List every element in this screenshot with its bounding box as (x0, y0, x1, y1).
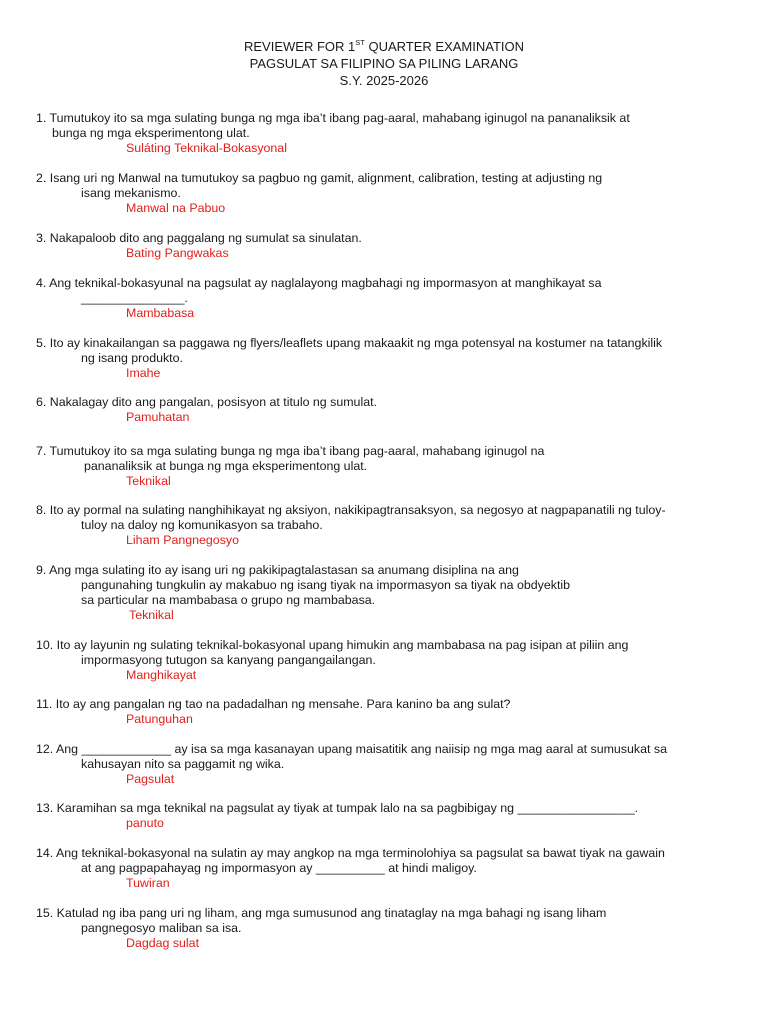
answer-text: Manwal na Pabuo (126, 201, 226, 215)
question-text-line1: 12. Ang _____________ ay isa sa mga kasanayan upang maisatitik ang naiisip ng mga mag aaral at sumusukat sa (36, 742, 667, 756)
question-item (36, 906, 606, 951)
question-text-line2: pangunahing tungkulin ay makabuo ng isang tiyak na impormasyon sa tiyak na obdyektib (81, 578, 571, 592)
question-item (36, 742, 667, 787)
question-text-line1: 10. Ito ay layunin ng sulating teknikal-bokasyonal upang himukin ang mambabasa na pag isipan at piliin ang (36, 638, 629, 652)
question-text-line1: 4. Ang teknikal-bokasyunal na pagsulat ay naglalayong magbahagi ng impormasyon at manghikayat sa (36, 276, 602, 290)
question-item (36, 336, 662, 381)
answer-text: Liham Pangnegosyo (126, 533, 239, 547)
question-item (36, 395, 377, 425)
question-text-line2: bunga ng mga eksperimentong ulat. (52, 126, 250, 140)
question-item (36, 846, 665, 891)
question-text-line1: 7. Tumutukoy ito sa mga sulating bunga ng mga iba’t ibang pag-aaral, mahabang iginugol na (36, 444, 545, 458)
question-text-line1: 9. Ang mga sulating ito ay isang uri ng pakikipagtalastasan sa anumang disiplina na ang (36, 563, 519, 577)
answer-text: panuto (126, 816, 164, 830)
answer-text: Suláting Teknikal-Bokasyonal (126, 141, 287, 155)
question-item (36, 231, 362, 261)
answer-text: Patunguhan (126, 712, 193, 726)
header-title-post: QUARTER EXAMINATION (364, 39, 524, 54)
question-text-line1: 3. Nakapaloob dito ang paggalang ng sumulat sa sinulatan. (36, 231, 362, 245)
question-text-line1: 14. Ang teknikal-bokasyonal na sulatin ay may angkop na mga terminolohiya sa pagsulat sa bawat tiyak na gawain (36, 846, 665, 860)
question-text-line1: 5. Ito ay kinakailangan sa paggawa ng flyers/leaflets upang makaakit ng mga potensyal na kostumer na tatangkilik (36, 336, 663, 350)
question-text-line1: 2. Isang uri ng Manwal na tumutukoy sa pagbuo ng gamit, alignment, calibration, testing at adjusting ng (36, 171, 603, 185)
question-text-line1: 1. Tumutukoy ito sa mga sulating bunga ng mga iba’t ibang pag-aaral, mahabang iginugol na pananaliksik at (36, 111, 630, 125)
answer-text: Mambabasa (126, 306, 195, 320)
answer-text: Manghikayat (126, 668, 197, 682)
answer-text: Imahe (126, 366, 161, 380)
question-text-line1: 13. Karamihan sa mga teknikal na pagsulat ay tiyak at tumpak lalo na sa pagbibigay ng _________________. (36, 801, 639, 815)
answer-text: Teknikal (126, 474, 171, 488)
question-text-line2: kahusayan nito sa paggamit ng wika. (81, 757, 285, 771)
header-school-year: S.Y. 2025-2026 (339, 73, 429, 88)
header-subject: PAGSULAT SA FILIPINO SA PILING LARANG (249, 56, 519, 71)
question-item (36, 276, 602, 321)
document-header (0, 38, 768, 89)
question-text-line2: ng isang produkto. (81, 351, 183, 365)
question-text-line2: _______________. (81, 291, 188, 305)
header-title (0, 38, 768, 55)
question-text-line2: pangnegosyo maliban sa isa. (81, 921, 242, 935)
question-text-line2: isang mekanismo. (81, 186, 181, 200)
answer-text: Tuwiran (126, 876, 170, 890)
question-text-line2: pananaliksik at bunga ng mga eksperimentong ulat. (84, 459, 368, 473)
question-item (36, 563, 570, 623)
question-text-line2: at ang pagpapahayag ng impormasyon ay __________ at hindi maligoy. (81, 861, 477, 875)
answer-text: Bating Pangwakas (126, 246, 229, 260)
question-item (36, 638, 628, 683)
question-item (36, 697, 510, 727)
answer-text: Pagsulat (126, 772, 175, 786)
question-item (36, 503, 666, 548)
answer-text: Teknikal (129, 608, 174, 622)
question-text-line1: 11. Ito ay ang pangalan ng tao na padadalhan ng mensahe. Para kanino ba ang sulat? (36, 697, 511, 711)
question-text-line2: impormasyong tutugon sa kanyang pangangailangan. (81, 653, 376, 667)
answer-text: Pamuhatan (126, 410, 190, 424)
question-item (36, 801, 638, 831)
answer-text: Dagdag sulat (126, 936, 200, 950)
question-item (36, 444, 544, 489)
question-item (36, 171, 602, 216)
header-title-sup: ST (355, 37, 365, 47)
question-text-line3: sa particular na mambabasa o grupo ng mambabasa. (81, 593, 376, 607)
question-text-line1: 8. Ito ay pormal na sulating nanghihikayat ng aksiyon, nakikipagtransaksyon, sa negosyo at nagpapanatili ng tuloy- (36, 503, 666, 517)
question-item (36, 111, 630, 156)
header-title-pre: REVIEWER FOR 1 (244, 39, 356, 54)
question-text-line2: tuloy na daloy ng komunikasyon sa trabaho. (81, 518, 323, 532)
question-text-line1: 6. Nakalagay dito ang pangalan, posisyon at titulo ng sumulat. (36, 395, 377, 409)
question-text-line1: 15. Katulad ng iba pang uri ng liham, ang mga sumusunod ang tinataglay na mga bahagi ng isang liham (36, 906, 607, 920)
